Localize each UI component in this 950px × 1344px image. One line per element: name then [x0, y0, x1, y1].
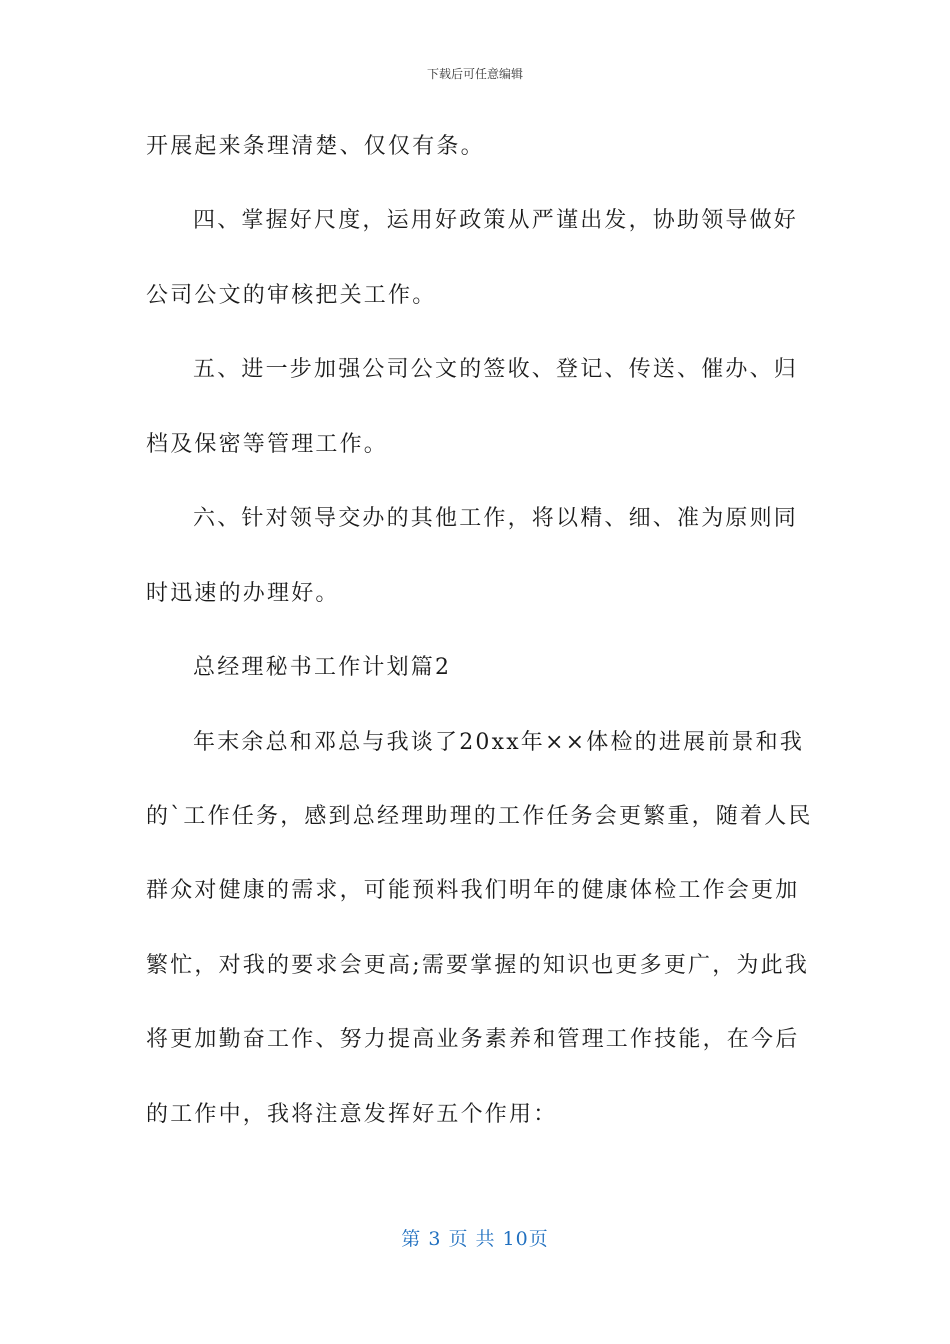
- paragraph-line: 六、针对领导交办的其他工作，将以精、细、准为原则同: [193, 506, 799, 531]
- paragraph-line: 时迅速的办理好。: [146, 581, 340, 606]
- section-heading: 总经理秘书工作计划篇2: [193, 655, 452, 680]
- page-number-footer: 第 3 页 共 10页: [401, 1228, 549, 1250]
- paragraph-line: 公司公文的审核把关工作。: [146, 283, 437, 308]
- paragraph-line: 繁忙，对我的要求会更高;需要掌握的知识也更多更广，为此我: [146, 953, 810, 978]
- page-header-note: 下载后可任意编辑: [426, 67, 523, 81]
- paragraph-line: 开展起来条理清楚、仅仅有条。: [146, 134, 485, 159]
- paragraph-line: 的工作中，我将注意发挥好五个作用：: [146, 1102, 558, 1127]
- paragraph-line: 的`工作任务，感到总经理助理的工作任务会更繁重，随着人民: [146, 804, 813, 829]
- paragraph-line: 四、掌握好尺度，运用好政策从严谨出发，协助领导做好: [193, 208, 799, 233]
- paragraph-line: 年末余总和邓总与我谈了20xx年××体检的进展前景和我: [193, 730, 805, 755]
- paragraph-line: 五、进一步加强公司公文的签收、登记、传送、催办、归: [193, 357, 799, 382]
- paragraph-line: 将更加勤奋工作、努力提高业务素养和管理工作技能，在今后: [146, 1027, 800, 1052]
- paragraph-line: 群众对健康的需求，可能预料我们明年的健康体检工作会更加: [146, 878, 800, 903]
- paragraph-line: 档及保密等管理工作。: [146, 432, 389, 457]
